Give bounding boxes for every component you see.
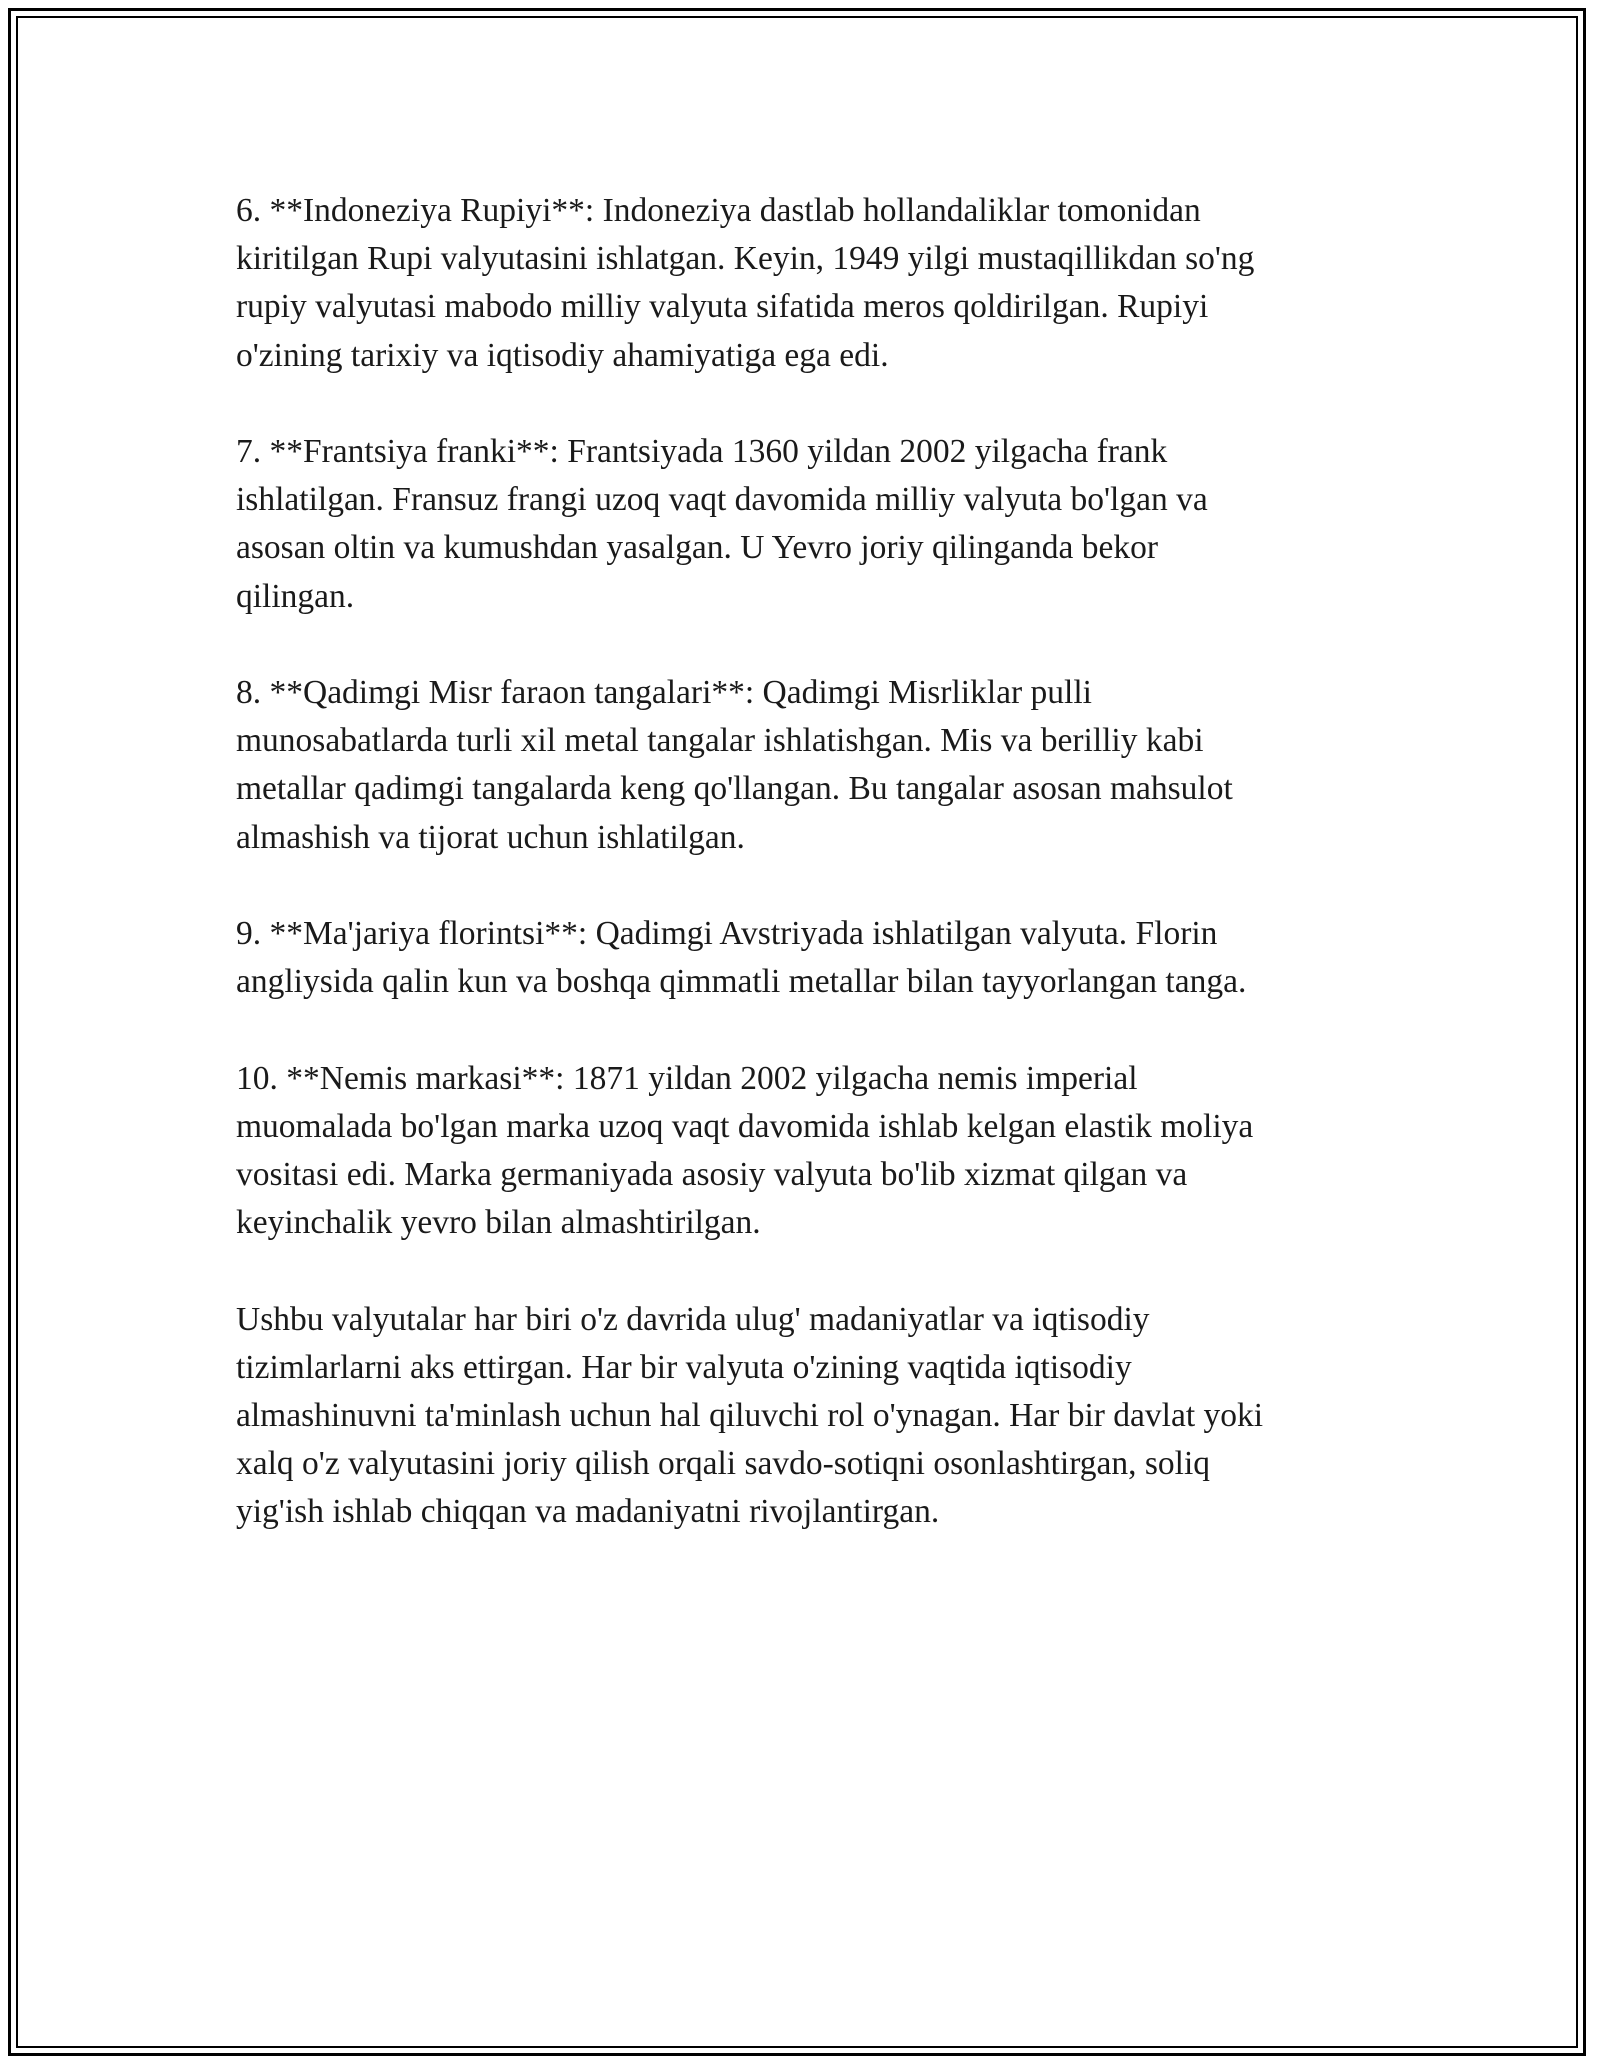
paragraph-conclusion: Ushbu valyutalar har biri o'z davrida ulug' madaniyatlar va iqtisodiy tizimlarlarni aks ettirgan. Har bir valyuta o'zining vaqtida iqtisodiy almashinuvni ta'minlash uchun hal qiluvchi rol o'ynagan. Har bir davlat yoki xalq o'z valyutasini joriy qilish orqali savdo-sotiqni osonlashtirgan, soliq yig'ish ishlab chiqqan va madaniyatni rivojlantirgan. (236, 1300, 1264, 1531)
document-body (236, 187, 1366, 1537)
paragraph-florin: 9. **Ma'jariya florintsi**: Qadimgi Avstriyada ishlatilgan valyuta. Florin angliysida qalin kun va boshqa qimmatli metallar bilan tayyorlangan tanga. (236, 915, 1247, 1001)
paragraph-french-franc: 7. **Frantsiya franki**: Frantsiyada 1360 yildan 2002 yilgacha frank ishlatilgan. Fransuz frangi uzoq vaqt davomida milliy valyuta bo'lgan va asosan oltin va kumushdan yasalgan. U Yevro joriy qilinganda bekor qilingan. (236, 433, 1208, 615)
paragraph-egyptian-coins: 8. **Qadimgi Misr faraon tangalari**: Qadimgi Misrliklar pulli munosabatlarda turli xil metal tangalar ishlatishgan. Mis va berilliy kabi metallar qadimgi tangalarda keng qo'llangan. Bu tangalar asosan mahsulot almashish va tijorat uchun ishlatilgan. (236, 674, 1233, 856)
paragraph-german-mark: 10. **Nemis markasi**: 1871 yildan 2002 yilgacha nemis imperial muomalada bo'lgan marka uzoq vaqt davomida ishlab kelgan elastik moliya vositasi edi. Marka germaniyada asosiy valyuta bo'lib xizmat qilgan va keyinchalik yevro bilan almashtirilgan. (236, 1059, 1254, 1242)
paragraph-indonesian-rupiah: 6. **Indoneziya Rupiyi**: Indoneziya dastlab hollandaliklar tomonidan kiritilgan Rupi valyutasini ishlatgan. Keyin, 1949 yilgi mustaqillikdan so'ng rupiy valyutasi mabodo milliy valyuta sifatida meros qoldirilgan. Rupiyi o'zining tarixiy va iqtisodiy ahamiyatiga ega edi. (236, 192, 1255, 374)
